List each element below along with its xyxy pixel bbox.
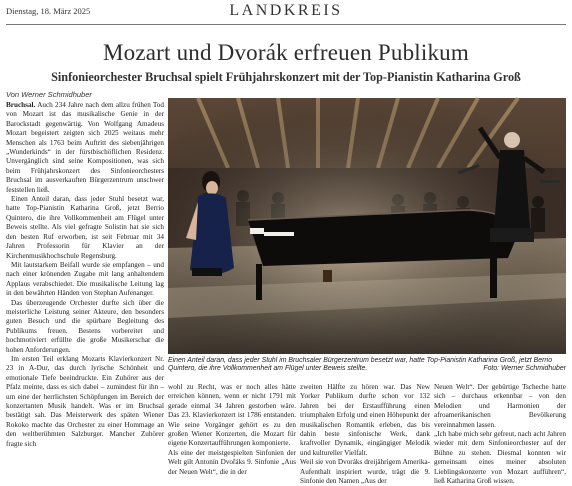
article-byline: Von Werner Schmidhuber (6, 90, 92, 99)
issue-date: Dienstag, 18. März 2025 (6, 6, 91, 16)
paragraph: wohl zu Recht, was er noch alles hätte erreichen können, wenn er nicht 1791 mit gerade einmal 34 Jahren gestorben wäre. Das 23. Klavierkonzert ist 1786 entstanden. Wie seine Vorgänger gehört es zu den großen Wiener Konzerten, die Mozart für eigene Konzertaufführungen komponierte. Als eine der meistgespielten Sinfonien der Welt gilt Antonín Dvořáks 9. Sinfonie „Aus der Neuen Welt“, die in der (168, 383, 296, 476)
concert-photo (168, 98, 566, 354)
section-title: LANDKREIS (229, 2, 343, 19)
article-column-3 (300, 383, 430, 486)
article-column-1 (6, 101, 164, 473)
article-column-4 (434, 383, 566, 486)
paragraph: Im ersten Teil erklang Mozarts Klavierkonzert Nr. 23 in A-Dur, das durch lyrische Schönheit und emotionale Tiefe beeindruckte. Ein Zuhörer aus der Pfalz meinte, dass es sich dabei – zumindest für ihn – um eine der herrlichsten Schöpfungen im Bereich der konzertanten Musik handelt. Was er im Bruchsal bestätigt sah. Das Meisterwerk des späten Wiener Rokoko machte das Orchester zu einer Hommage an den weltberühmten Salzburger. Mancher Zuhörer fragte sich (6, 354, 164, 448)
paragraph: Einen Anteil daran, dass jeder Stuhl besetzt war, hatte Top-Pianistin Katharina Groß, jetzt Berrio Quintero, die ihre Vollkommenheit am Flügel unter Beweis stellte. Als viel gefragte Solistin hat sie sich den besten Ruf erworben, ist seit Februar mit 34 Jahren Professorin für Klavier an der Kirchenmusikhochschule Regensburg. (6, 195, 164, 260)
paragraph (6, 101, 164, 195)
concert-photo-illustration (168, 98, 566, 354)
photo-caption (168, 357, 566, 374)
paragraph: Mit lautstarkem Beifall wurde sie empfangen – und nach einer krönenden Zugabe mit lang anhaltendem Applaus verabschiedet. Die musikalische Leitung lag in den bewährten Händen von Stephan Aufenanger. (6, 260, 164, 298)
photo-credit: Foto: Werner Schmidhuber (483, 365, 566, 373)
article-column-2 (168, 383, 296, 476)
article-headline: Mozart und Dvorák erfreuen Publikum (103, 40, 469, 65)
header-rule (6, 24, 566, 25)
article-subhead: Sinfonieorchester Bruchsal spielt Frühjahrskonzert mit der Top-Pianistin Katharina Groß (51, 70, 521, 84)
paragraph: zweiten Hälfte zu hören war. Das New Yorker Publikum durfte schon vor 132 Jahren bei der Erstaufführung einen triumphalen Erfolg und einen Höhepunkt der musikalischen Romantik erleben, das bis dahin beste sinfonische Werk, dank kraftvoller Dynamik, eingängiger Melodik und kultureller Vielfalt. Weil sie von Dvoráks dreijährigem Amerika-Aufenthalt inspiriert wurde, trägt die 9. Sinfonie den Namen „Aus der (300, 383, 430, 486)
paragraph-text: Auch 234 Jahre nach dem allzu frühen Tod von Mozart ist das musikalische Genie in der Barockstadt gegenwärtig. Von Wolfgang Amadeus Mozart begeistert zeigten sich 2025 weitaus mehr Menschen als 1763 beim Auftritt des siebenjährigen „Wunderkinds“ in der fürstbischöflichen Residenz. Unvergänglich sind seine Kompositionen, was sich beim Frühjahrskonzert des Sinfonieorchesters Bruchsal im ausverkauften Bürgerzentrum unschwer feststellen ließ. (6, 101, 164, 194)
caption-text: Einen Anteil daran, dass jeder Stuhl im Bruchsaler Bürgerzentrum besetzt war, hatte Top-Pianistin Katharina Groß, jetzt Berrio Quintero, die ihre Vollkommenheit am Flügel unter Beweis stellte. (168, 357, 553, 373)
paragraph: Neuen Welt“. Der gebürtige Tscheche hatte sich – durchaus erkennbar – von den Melodien und Harmonien der afroamerikanischen Bevölkerung vereinnahmen lassen. „Ich habe mich sehr gefreut, nach acht Jahren wieder mit dem Sinfonieorchester auf der Bühne zu stehen. Diesmal konnten wir gemeinsam eines meiner absoluten Lieblingskonzerte von Mozart aufführen“, ließ Katharina Groß wissen. (434, 383, 566, 486)
paragraph: Das überzeugende Orchester durfte sich über die meisterliche Leistung seiner Akteure, den besonders guten Besuch und die spürbare Begleitung des Publikums freuen. Bestens vorbereitet und hochmotiviert erfüllte die große Musikerschar die hohen Anforderungen. (6, 298, 164, 354)
dateline: Bruchsal. (6, 101, 36, 109)
